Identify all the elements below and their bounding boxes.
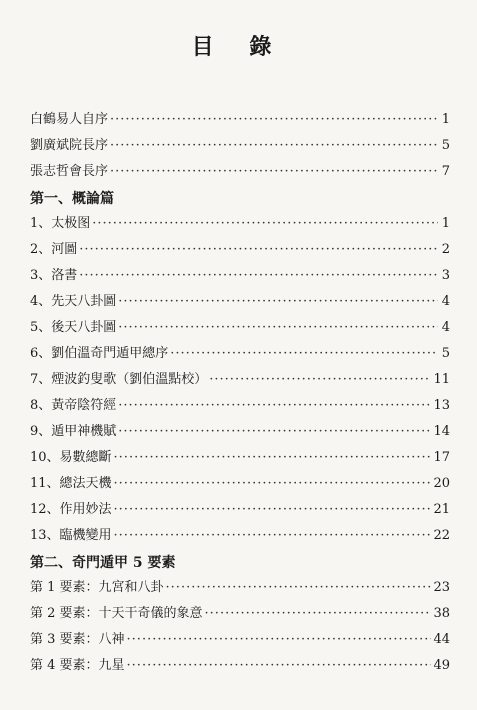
- toc-entry: [30, 576, 450, 602]
- leader-dots: [110, 164, 438, 179]
- toc-entry-label: 劉廣斌院長序: [30, 138, 109, 153]
- toc-entry: [30, 342, 450, 368]
- toc-entry: [30, 394, 450, 420]
- toc-entry-label: 9、遁甲神機賦: [30, 424, 117, 439]
- toc-entry-label: 第 2 要素：十天干奇儀的象意: [30, 606, 203, 621]
- leader-dots: [110, 138, 438, 153]
- toc-entry-page: 3: [441, 268, 450, 283]
- toc-entry-page: 49: [433, 658, 450, 673]
- toc-entry-page: 21: [433, 502, 450, 517]
- toc-entry: [30, 212, 450, 238]
- toc-entry-label: 13、臨機變用: [30, 528, 112, 543]
- toc-entry-label: 10、易數總斷: [30, 450, 112, 465]
- toc-entry: [30, 654, 450, 680]
- toc-entry-preface-2: [30, 134, 450, 160]
- toc-entry-label: 3、洛書: [30, 268, 78, 283]
- leader-dots: [127, 632, 432, 647]
- toc-entry-page: 5: [441, 138, 450, 153]
- toc-entry: [30, 628, 450, 654]
- toc-entry-label: 1、太极图: [30, 216, 91, 231]
- leader-dots: [118, 424, 431, 439]
- toc-entry: [30, 420, 450, 446]
- leader-dots: [209, 372, 431, 387]
- toc-entry-page: 44: [433, 632, 450, 647]
- toc-entry-preface-3: [30, 160, 450, 186]
- section-heading-part2: 第二、奇門遁甲 5 要素: [30, 555, 176, 571]
- leader-dots: [205, 606, 432, 621]
- toc-entry-page: 20: [433, 476, 450, 491]
- leader-dots: [127, 658, 432, 673]
- toc-entry-label: 第 1 要素：九宮和八卦: [30, 580, 164, 595]
- toc-entry-label: 6、劉伯溫奇門遁甲總序: [30, 346, 169, 361]
- toc-entry: [30, 472, 450, 498]
- leader-dots: [114, 502, 432, 517]
- toc-entry-page: 4: [441, 320, 450, 335]
- toc-entry-label: 2、河圖: [30, 242, 78, 257]
- toc-entry-page: 13: [433, 398, 450, 413]
- toc-entry-label: 第 4 要素：九星: [30, 658, 125, 673]
- toc-entry-page: 22: [433, 528, 450, 543]
- leader-dots: [118, 398, 431, 413]
- leader-dots: [79, 242, 438, 257]
- toc-entry: [30, 498, 450, 524]
- leader-dots: [114, 450, 432, 465]
- toc-entry: [30, 446, 450, 472]
- toc-entry: [30, 238, 450, 264]
- toc-entry-label: 4、先天八卦圖: [30, 294, 117, 309]
- toc-entry-label: 7、煙波釣叟歌（劉伯溫點校）: [30, 372, 208, 387]
- toc-entry-label: 張志哲會長序: [30, 164, 109, 179]
- leader-dots: [170, 346, 438, 361]
- toc-entry: [30, 264, 450, 290]
- toc-entry: [30, 602, 450, 628]
- leader-dots: [110, 112, 438, 127]
- toc-entry-page: 1: [441, 112, 450, 127]
- toc-entry-page: 1: [441, 216, 450, 231]
- leader-dots: [79, 268, 438, 283]
- leader-dots: [118, 294, 438, 309]
- toc-entry-page: 7: [441, 164, 450, 179]
- toc-entry-page: 4: [441, 294, 450, 309]
- toc-entry-page: 38: [433, 606, 450, 621]
- toc-entry-page: 5: [441, 346, 450, 361]
- leader-dots: [118, 320, 438, 335]
- toc-entry-page: 11: [433, 372, 450, 387]
- table-of-contents: [30, 108, 450, 680]
- toc-entry-label: 8、黃帝陰符經: [30, 398, 117, 413]
- section-heading-part1: 第一、概論篇: [30, 191, 114, 207]
- toc-entry-label: 第 3 要素：八神: [30, 632, 125, 647]
- toc-entry-preface-1: [30, 108, 450, 134]
- toc-entry-page: 23: [433, 580, 450, 595]
- toc-entry: [30, 368, 450, 394]
- toc-entry: [30, 316, 450, 342]
- toc-entry-label: 5、後天八卦圖: [30, 320, 117, 335]
- leader-dots: [166, 580, 432, 595]
- toc-entry: [30, 524, 450, 550]
- toc-entry-page: 17: [433, 450, 450, 465]
- leader-dots: [92, 216, 438, 231]
- page-title: 目 錄: [191, 34, 286, 60]
- toc-entry-label: 12、作用妙法: [30, 502, 112, 517]
- leader-dots: [114, 476, 432, 491]
- toc-entry-label: 11、總法天機: [30, 476, 112, 491]
- toc-entry: [30, 290, 450, 316]
- toc-entry-page: 14: [433, 424, 450, 439]
- toc-entry-page: 2: [441, 242, 450, 257]
- toc-entry-label: 白鶴易人自序: [30, 112, 109, 127]
- leader-dots: [114, 528, 432, 543]
